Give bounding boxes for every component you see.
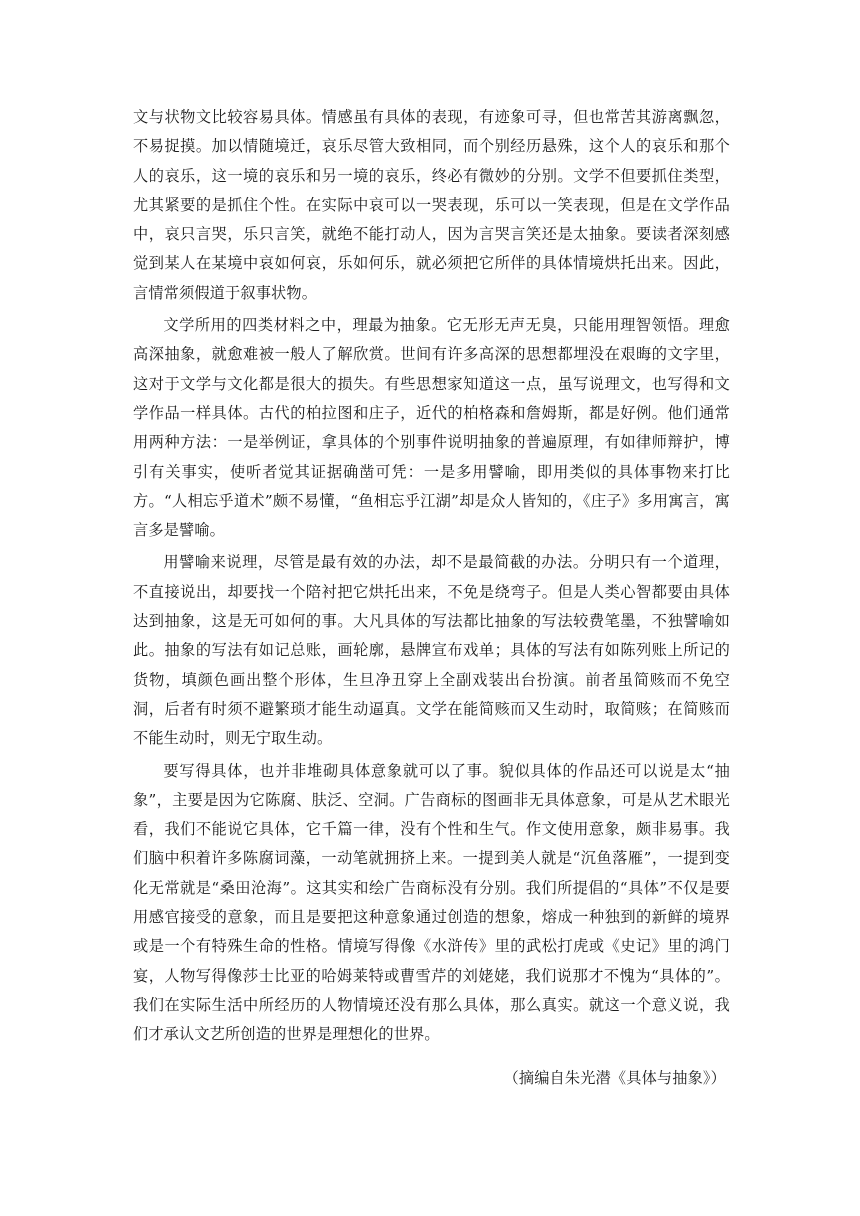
article-body bbox=[133, 103, 730, 1093]
paragraph-4: 要写得具体，也并非堆砌具体意象就可以了事。貌似具体的作品还可以说是太“抽象”，主要是因为它陈腐、肤泛、空洞。广告商标的图画非无具体意象，可是从艺术眼光看，我们不能说它具体，它千篇一律，没有个性和生气。作文使用意象，颇非易事。我们脑中积着许多陈腐词藻，一动笔就拥挤上来。一提到美人就是“沉鱼落雁”，一提到变化无常就是“桑田沧海”。这其实和绘广告商标没有分别。我们所提倡的“具体”不仅是要用感官接受的意象，而且是要把这种意象通过创造的想象，熔成一种独到的新鲜的境界或是一个有特殊生命的性格。情境写得像《水浒传》里的武松打虎或《史记》里的鸿门宴，人物写得像莎士比亚的哈姆莱特或曹雪芹的刘姥姥，我们说那才不愧为“具体的”。我们在实际生活中所经历的人物情境还没有那么具体，那么真实。就这一个意义说，我们才承认文艺所创造的世界是理想化的世界。 bbox=[133, 761, 730, 1044]
paragraph-1: 文与状物文比较容易具体。情感虽有具体的表现，有迹象可寻，但也常苦其游离飘忽，不易捉摸。加以情随境迁，哀乐尽管大致相同，而个别经历悬殊，这个人的哀乐和那个人的哀乐，这一境的哀乐和另一境的哀乐，终必有微妙的分别。文学不但要抓住类型，尤其紧要的是抓住个性。在实际中哀可以一哭表现，乐可以一笑表现，但是在文学作品中，哀只言哭，乐只言笑，就绝不能打动人，因为言哭言笑还是太抽象。要读者深刻感觉到某人在某境中哀如何哀，乐如何乐，就必须把它所伴的具体情境烘托出来。因此，言情常须假道于叙事状物。 bbox=[133, 108, 730, 302]
source-citation: （摘编自朱光潜《具体与抽象》） bbox=[503, 1068, 726, 1087]
paragraph-2: 文学所用的四类材料之中，理最为抽象。它无形无声无臭，只能用理智领悟。理愈高深抽象，就愈难被一般人了解欣赏。世间有许多高深的思想都埋没在艰晦的文字里，这对于文学与文化都是很大的损失。有些思想家知道这一点，虽写说理文，也写得和文学作品一样具体。古代的柏拉图和庄子，近代的柏格森和詹姆斯，都是好例。他们通常用两种方法：一是举例证，拿具体的个别事件说明抽象的普遍原理，有如律师辩护，博引有关事实，使听者觉其证据确凿可凭：一是多用譬喻，即用类似的具体事物来打比方。“人相忘乎道术”颇不易懂，“鱼相忘乎江湖”却是众人皆知的，《庄子》多用寓言，寓言多是譬喻。 bbox=[133, 316, 730, 540]
paragraph-3: 用譬喻来说理，尽管是最有效的办法，却不是最简截的办法。分明只有一个道理，不直接说出，却要找一个陪衬把它烘托出来，不免是绕弯子。但是人类心智都要由具体达到抽象，这是无可如何的事。大凡具体的写法都比抽象的写法较费笔墨，不独譬喻如此。抽象的写法有如记总账，画轮廓，悬牌宣布戏单；具体的写法有如陈列账上所记的货物，填颜色画出整个形体，生旦净丑穿上全副戏装出台扮演。前者虽简赅而不免空洞，后者有时须不避繁琐才能生动逼真。文学在能简赅而又生动时，取简赅；在简赅而不能生动时，则无宁取生动。 bbox=[133, 553, 730, 748]
